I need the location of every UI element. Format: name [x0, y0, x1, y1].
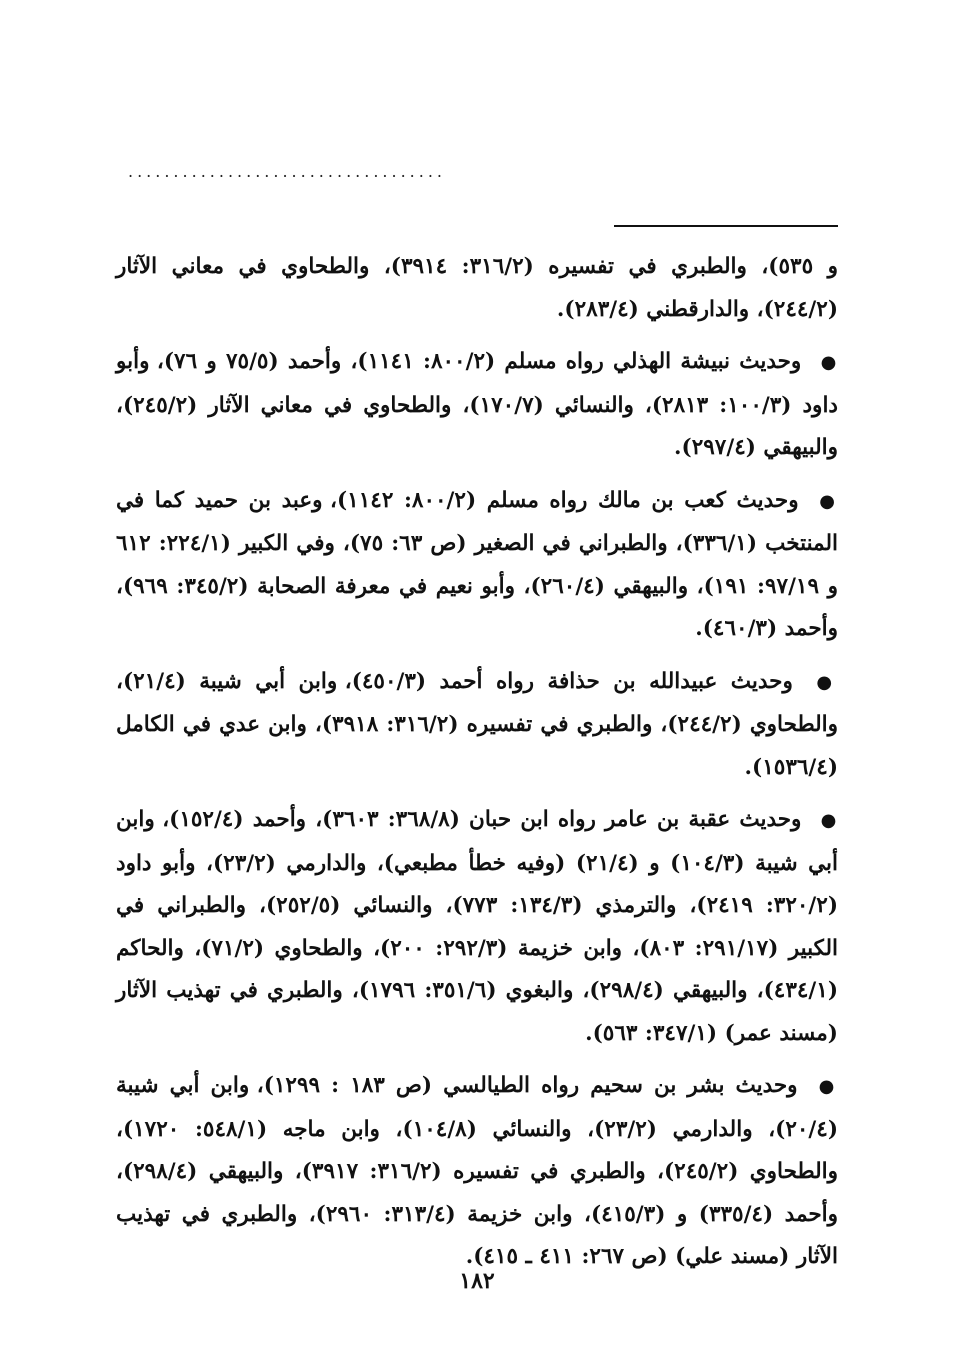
paragraph-text: و ٥٣٥)، والطبري في تفسيره (٣١٦/٢: ٣٩١٤)، والطحاوي في معاني الآثار (٢٤٤/٢)، والدارقطني (٢٨٣/٤).	[116, 254, 838, 322]
dotted-separator: ...................................	[128, 162, 447, 181]
footnote-paragraph	[116, 799, 838, 1055]
footnote-paragraph	[116, 480, 838, 651]
footnote-rule	[614, 225, 838, 227]
footnote-paragraph	[116, 341, 838, 470]
footnote-paragraph	[116, 661, 838, 790]
bullet-icon: ●	[820, 810, 838, 831]
page-number: ١٨٢	[459, 1268, 495, 1294]
paragraph-text: وحديث كعب بن مالك رواه مسلم (٨٠٠/٢: ١١٤٢)، وعبد بن حميد كما في المنتخب (٣٣٦/١)، والطبراني في الصغير (ص ٦٣: ٧٥)، وفي الكبير (٢٢٤/١: ٦١٢ و ٩٧/١٩: ١٩١)، والبيهقي (٢٦٠/٤)، وأبو نعيم في معرفة الصحابة (٣٤٥/٢: ٩٦٩)، وأحمد (٤٦٠/٣).	[116, 487, 839, 641]
paragraph-text: وحديث عبيدالله بن حذافة رواه أحمد (٤٥٠/٣)، وابن أبي شيبة (٢١/٤)، والطحاوي (٢٤٤/٢)، والطبري في تفسيره (٣١٦/٢: ٣٩١٨)، وابن عدي في الكامل (١٥٣٦/٤).	[116, 668, 839, 780]
bullet-icon: ●	[819, 490, 839, 512]
paragraph-text: وحديث عقبة بن عامر رواه ابن حبان (٣٦٨/٨: ٣٦٠٣)، وأحمد (١٥٢/٤)، وابن أبي شيبة (١٠٤/٣) و (٢١/٤) (وفيه خطأ مطبعي)، والدارمي (٢٣/٢)، وأبو داود (٣٢٠/٢: ٢٤١٩)، والترمذي (١٣٤/٣: ٧٧٣)، والنسائي (٢٥٢/٥)، والطبراني في الكبير (٢٩١/١٧: ٨٠٣)، وابن خزيمة (٢٩٢/٣: ٢٠٠)، والطحاوي (٧١/٢)، والحاكم (٤٣٤/١)، والبيهقي (٢٩٨/٤)، والبغوي (٣٥١/٦: ١٧٩٦)، والطبري في تهذيب الآثار (مسند عمر) (٣٤٧/١: ٥٦٣).	[116, 807, 839, 1046]
bullet-icon: ●	[816, 671, 838, 693]
footnote-paragraph	[116, 1065, 838, 1279]
bullet-icon: ●	[820, 352, 839, 373]
footnotes	[116, 246, 838, 1289]
paragraph-text: وحديث نبيشة الهذلي رواه مسلم (٨٠٠/٢: ١١٤١)، وأحمد (٧٥/٥ و ٧٦)، وأبو داود (١٠٠/٣: ٢٨١٣)، والنسائي (١٧٠/٧)، والطحاوي في معاني الآثار (٢٤٥/٢)، والبيهقي (٢٩٧/٤).	[116, 349, 838, 460]
footnote-paragraph	[116, 246, 838, 331]
bullet-icon: ●	[818, 1076, 838, 1097]
paragraph-text: وحديث بشر بن سحيم رواه الطيالسي (ص ١٨٣ : ١٢٩٩)، وابن أبي شيبة (٢٠/٤)، والدارمي (٢٣/٢)، والنسائي (١٠٤/٨)، وابن ماجه (٥٤٨/١: ١٧٢٠)، والطحاوي (٢٤٥/٢)، والطبري في تفسيره (٣١٦/٢: ٣٩١٧)، والبيهقي (٢٩٨/٤)، وأحمد (٣٣٥/٤) و (٤١٥/٣)، وابن خزيمة (٣١٣/٤: ٢٩٦٠)، والطبري في تهذيب الآثار (مسند علي) (ص ٢٦٧: ٤١١ ـ ٤١٥).	[116, 1073, 839, 1269]
